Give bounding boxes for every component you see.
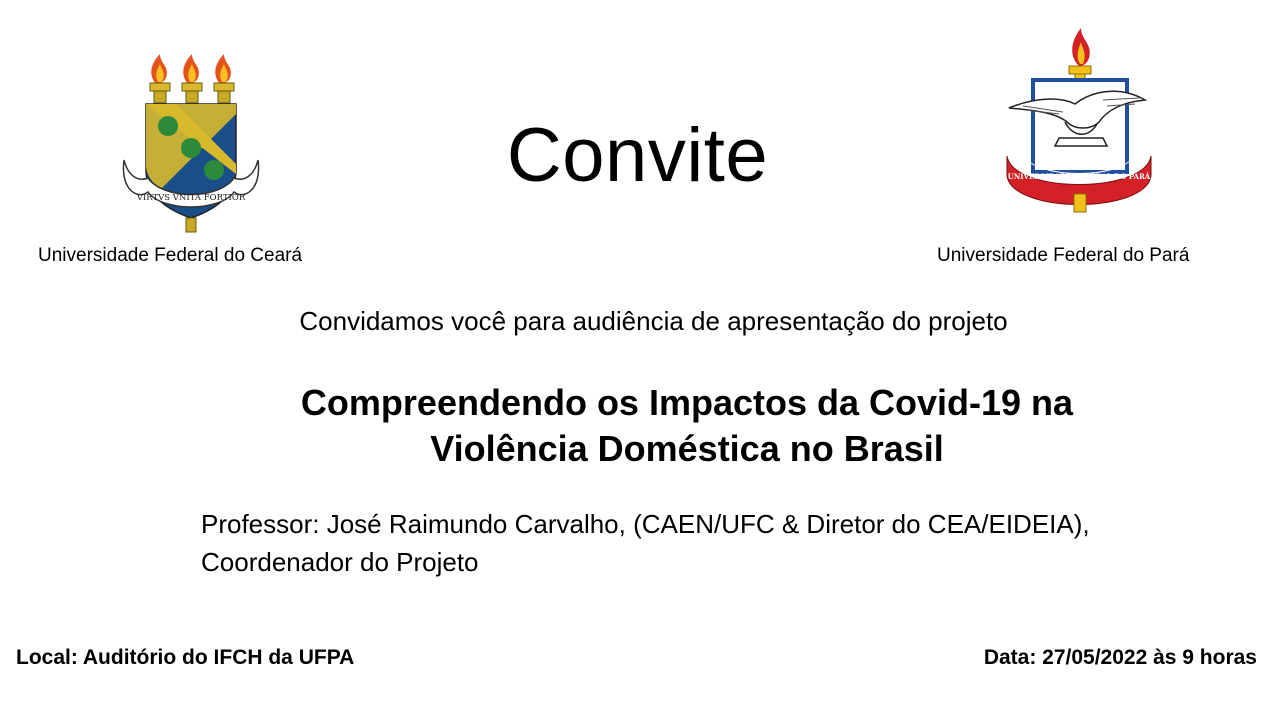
professor-info: [201, 505, 1261, 581]
event-date: Data: 27/05/2022 às 9 horas: [983, 646, 1257, 669]
professor-line-1: Professor: José Raimundo Carvalho, (CAEN/UFC & Diretor do CEA/EIDEIA),: [201, 509, 1090, 539]
ufc-caption: Universidade Federal do Ceará: [38, 245, 303, 266]
torch-flames-icon: [150, 54, 234, 103]
project-title-line-1: Compreendendo os Impactos da Covid-19 na: [300, 382, 1074, 423]
ufpa-banner-text: UNIVERSIDADE FEDERAL DO PARÁ: [1007, 172, 1151, 181]
event-location: Local: Auditório do IFCH da UFPA: [16, 646, 355, 669]
ufc-motto: VIRTVS VNITA FORTIOR: [136, 193, 246, 203]
project-title-line-2: Violência Doméstica no Brasil: [430, 428, 944, 469]
professor-line-2: Coordenador do Projeto: [201, 547, 479, 577]
page-title: Convite: [506, 113, 769, 198]
ufpa-caption: Universidade Federal do Pará: [937, 245, 1190, 266]
torch-icon: [1069, 28, 1091, 80]
invitation-text: Convidamos você para audiência de apresentação do projeto: [299, 306, 1008, 336]
project-title: [0, 380, 1280, 472]
